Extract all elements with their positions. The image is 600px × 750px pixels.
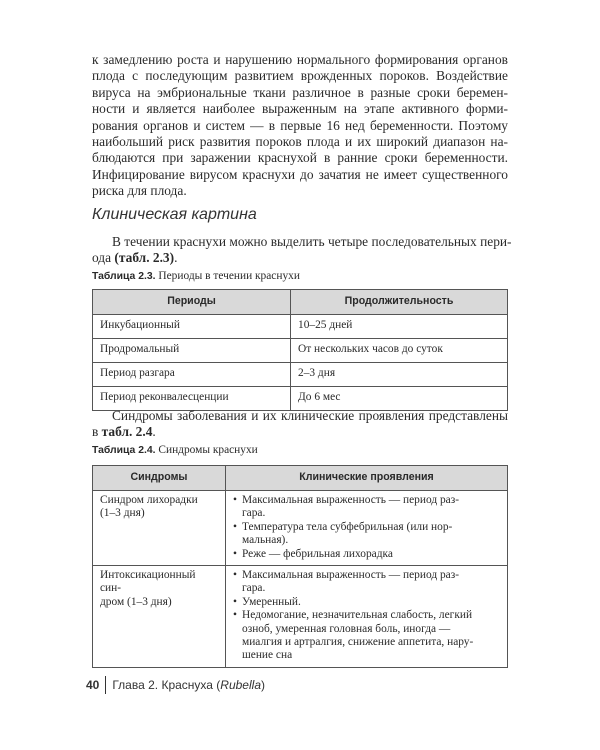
item-line: шение сна — [242, 649, 293, 662]
item-line: мальная). — [242, 534, 289, 547]
duration-cell: 10–25 дней — [291, 315, 508, 339]
table-caption — [92, 444, 258, 456]
table-row — [93, 566, 508, 668]
periods-intro-paragraph — [92, 234, 512, 267]
manifestations-list — [233, 569, 501, 663]
paragraph-text: . — [152, 424, 156, 440]
column-header: Периоды — [93, 290, 291, 315]
item-line: гара. — [242, 582, 266, 595]
chapter-title-latin: Rubella — [220, 678, 261, 692]
paragraph-text: . — [174, 250, 178, 266]
list-item — [233, 548, 501, 561]
intro-line: риска для плода. — [92, 183, 187, 199]
item-line: Температура тела субфебрильная (или нор- — [242, 520, 453, 533]
list-item — [233, 596, 501, 609]
item-line: Умеренный. — [242, 595, 301, 608]
manifestations-cell — [226, 566, 508, 668]
paragraph-line: Синдромы заболевания и их клинические проявления представлены — [112, 408, 508, 423]
paragraph-line: В течении краснухи можно выделить четыре последовательных пери- — [112, 234, 512, 249]
table-caption-text: Периоды в течении краснухи — [155, 270, 300, 282]
list-item — [233, 569, 501, 596]
table-row — [93, 387, 508, 411]
column-header: Продолжительность — [291, 290, 508, 315]
manifestations-list — [233, 494, 501, 561]
period-cell: Продромальный — [93, 339, 291, 363]
section-heading: Клиническая картина — [92, 206, 257, 223]
item-line: Реже — фебрильная лихорадка — [242, 547, 393, 560]
intro-line: наибольший риск развития пороков плода и их широкий диапазон на- — [92, 134, 508, 150]
list-item — [233, 494, 501, 521]
item-line: озноб, умеренная головная боль, иногда — — [242, 622, 451, 635]
intro-line: вируса на эмбриональные ткани различное в разные сроки беремен- — [92, 84, 508, 100]
syndrome-duration: (1–3 дня) — [100, 507, 145, 520]
table-row — [93, 315, 508, 339]
item-line: гара. — [242, 507, 266, 520]
item-line: Максимальная выраженность — период раз- — [242, 569, 460, 582]
page-footer — [86, 676, 265, 694]
paragraph-line — [92, 250, 508, 266]
column-header: Синдромы — [93, 466, 226, 491]
duration-cell: 2–3 дня — [291, 363, 508, 387]
item-line: Максимальная выраженность — период раз- — [242, 494, 460, 506]
table-row — [93, 491, 508, 566]
chapter-title-text: ) — [261, 678, 265, 692]
chapter-title-text: Глава 2. Краснуха ( — [112, 678, 221, 692]
item-line: миалгия и артралгия, снижение аппетита, нару- — [242, 636, 474, 649]
intro-line: ности и является наиболее выраженным на этапе активного форми- — [92, 101, 508, 117]
period-cell: Период разгара — [93, 363, 291, 387]
intro-line: рования органов и систем — в первые 16 нед беременности. Поэтому — [92, 117, 508, 133]
period-cell: Период реконвалесценции — [93, 387, 291, 411]
table-reference: (табл. 2.3) — [114, 250, 175, 266]
table-caption — [92, 270, 300, 282]
syndromes-intro-paragraph — [92, 408, 508, 441]
intro-line: к замедлению роста и нарушению нормального формирования органов — [92, 52, 508, 67]
intro-line: блюдаются при заражении краснухой в ранние сроки беременности. — [92, 150, 508, 166]
item-line: Недомогание, незначительная слабость, легкий — [242, 609, 473, 622]
paragraph-text: в — [92, 424, 102, 440]
table-header-row — [93, 290, 508, 315]
page-number: 40 — [86, 678, 100, 692]
periods-table — [92, 289, 508, 411]
manifestations-cell — [226, 491, 508, 566]
period-cell: Инкубационный — [93, 315, 291, 339]
syndrome-name: Синдром лихорадки — [100, 494, 198, 506]
table-caption-number: Таблица 2.4. — [92, 445, 156, 456]
footer-divider — [105, 676, 106, 694]
intro-paragraph — [92, 52, 508, 200]
table-caption-text: Синдромы краснухи — [155, 444, 258, 456]
table-header-row — [93, 466, 508, 491]
syndrome-duration: дром (1–3 дня) — [100, 595, 172, 608]
chapter-title — [112, 678, 265, 692]
duration-cell: От нескольких часов до суток — [291, 339, 508, 363]
list-item — [233, 609, 501, 663]
table-reference: табл. 2.4 — [101, 424, 153, 440]
table-row — [93, 339, 508, 363]
intro-line: плода с последующим развитием врожденных пороков. Воздействие — [92, 68, 508, 84]
table-caption-number: Таблица 2.3. — [92, 271, 156, 282]
syndrome-name: Интоксикационный син- — [100, 569, 196, 595]
list-item — [233, 521, 501, 548]
table-row — [93, 363, 508, 387]
syndrome-cell — [93, 491, 226, 566]
syndromes-table — [92, 465, 508, 668]
syndrome-cell — [93, 566, 226, 668]
column-header: Клинические проявления — [226, 466, 508, 491]
paragraph-text: ода — [92, 250, 115, 266]
paragraph-line — [92, 424, 508, 440]
intro-line: Инфицирование вирусом краснухи до зачатия не имеет существенного — [92, 166, 508, 182]
duration-cell: До 6 мес — [291, 387, 508, 411]
